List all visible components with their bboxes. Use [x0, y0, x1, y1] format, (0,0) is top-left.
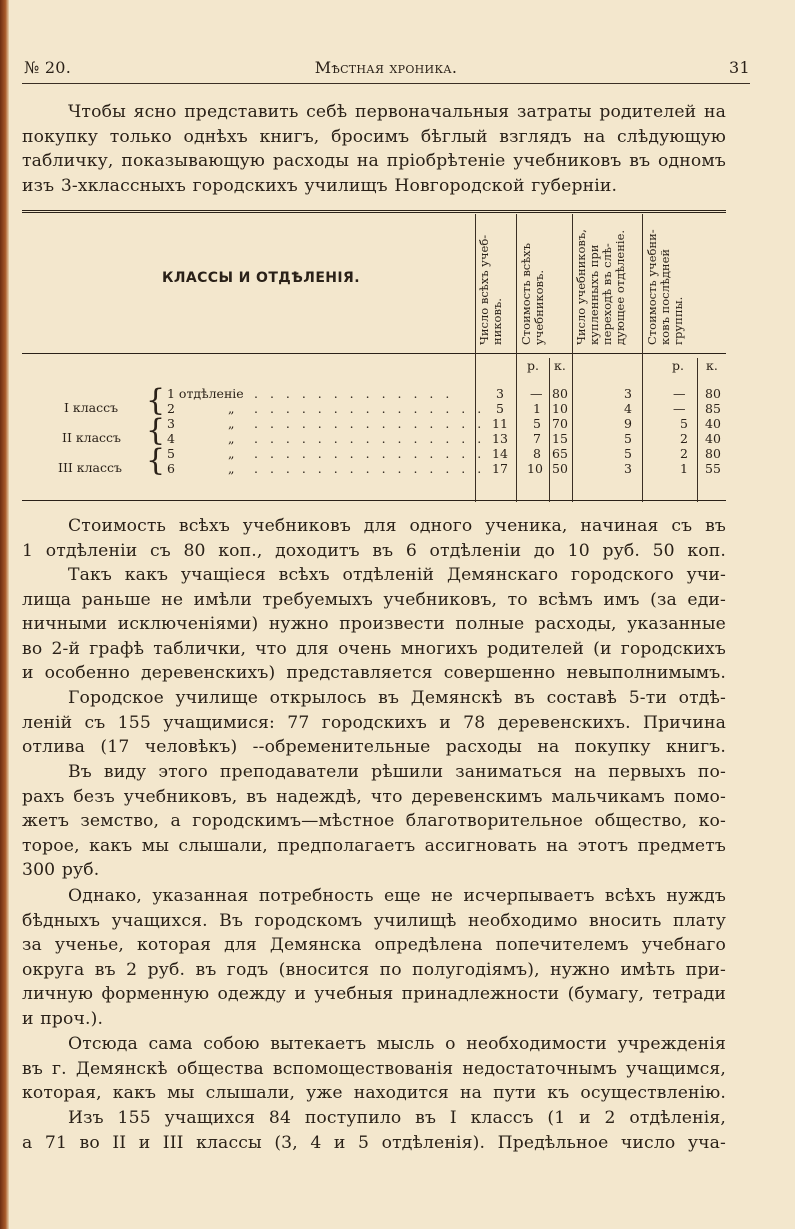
- text-line: Въ виду этого преподаватели рѣшили заниматься на первыхъ по-: [68, 762, 726, 782]
- last-rubles: —: [673, 386, 686, 401]
- cost-rubles: 5: [533, 416, 541, 431]
- last-kopecks: 55: [705, 461, 721, 476]
- paragraph: [22, 563, 726, 686]
- cost-rubles: 10: [527, 461, 543, 476]
- last-kopecks: 85: [705, 401, 721, 416]
- cost-rubles: 8: [533, 446, 541, 461]
- text-line: а 71 во II и III классы (3, 4 и 5 отдѣленія). Предѣльное число уча-: [22, 1132, 726, 1153]
- paragraph: [22, 884, 726, 1032]
- brace-icon: {: [146, 413, 166, 448]
- text-line: въ г. Демянскѣ общества вспомоществованія недостаточнымъ учащимся,: [22, 1058, 726, 1079]
- table-top-rule: [22, 210, 726, 211]
- text-line: и проч.).: [22, 1008, 104, 1029]
- table-column-rule: [572, 214, 573, 502]
- dept-label: 2: [167, 401, 175, 416]
- text-line: изъ 3-хклассныхъ городскихъ училищъ Новгородской губерніи.: [22, 175, 618, 196]
- issue-number: № 20.: [24, 58, 72, 77]
- dept-label: 5: [167, 446, 175, 461]
- cost-rubles: 1: [533, 401, 541, 416]
- text-line: Городское училище открылось въ Демянскѣ въ составѣ 5-ти отдѣ-: [68, 688, 726, 708]
- col-header-bought: Число учебниковъ, купленныхъ при переходѣ въ слѣ- дующее отдѣленіе.: [574, 229, 627, 345]
- cost-kopecks: 70: [552, 416, 568, 431]
- leader-dots: . . . . . . . . . . . . . . .: [254, 431, 486, 446]
- class-label: III классъ: [58, 460, 122, 475]
- total-count: 3: [496, 386, 504, 401]
- col-header-cost: Стоимость всѣхъ учебниковъ.: [519, 243, 546, 345]
- text-line: во 2-й графѣ таблички, что для очень многихъ родителей (и городскихъ: [22, 638, 726, 659]
- brace-icon: {: [146, 383, 166, 418]
- last-rubles: 2: [680, 431, 688, 446]
- table-top-rule-thin: [22, 212, 726, 213]
- section-title: Мѣстная хроника.: [314, 58, 458, 77]
- text-line: табличку, показывающую расходы на пріобрѣтеніе учебниковъ въ одномъ: [22, 151, 726, 172]
- leader-dots: . . . . . . . . . . . . . . .: [254, 416, 486, 431]
- table-column-rule: [516, 214, 517, 502]
- intro-paragraph: [22, 100, 726, 198]
- text-line: леній съ 155 учащимися: 77 городскихъ и 78 деревенскихъ. Причина: [22, 712, 726, 733]
- bought-count: 3: [624, 386, 632, 401]
- cost-kopecks: 65: [552, 446, 568, 461]
- brace-icon: {: [146, 443, 166, 478]
- leader-dots: . . . . . . . . . . . . .: [254, 386, 454, 401]
- ditto-mark: „: [228, 431, 235, 446]
- text-line: Стоимость всѣхъ учебниковъ для одного ученика, начиная съ въ: [68, 516, 726, 536]
- col-header-total: Число всѣхъ учеб- никовъ.: [477, 234, 504, 345]
- last-kopecks: 40: [705, 431, 721, 446]
- textbook-cost-table: [22, 210, 726, 502]
- last-rubles: 1: [680, 461, 688, 476]
- text-line: жетъ земство, а городскимъ—мѣстное благотворительное общество, ко-: [22, 811, 726, 832]
- paragraph: [22, 1032, 726, 1106]
- last-rubles: 2: [680, 446, 688, 461]
- class-label: I классъ: [64, 400, 119, 415]
- dept-label: 6: [167, 461, 175, 476]
- dept-label: 3: [167, 416, 175, 431]
- text-line: покупку только однѣхъ книгъ, бросимъ бѣглый взглядъ на слѣдующую: [22, 126, 726, 147]
- cost-kopecks: 10: [552, 401, 568, 416]
- text-line: лища раньше не имѣли требуемыхъ учебниковъ, то всѣмъ имъ (за еди-: [22, 589, 726, 610]
- page-number: 31: [729, 58, 750, 77]
- unit-rubles: р.: [672, 358, 684, 373]
- last-rubles: 5: [680, 416, 688, 431]
- paragraph: [22, 514, 726, 563]
- ditto-mark: „: [228, 416, 235, 431]
- last-kopecks: 80: [705, 386, 721, 401]
- text-line: отлива (17 человѣкъ) --обременительные расходы на покупку книгъ.: [22, 737, 726, 758]
- total-count: 17: [492, 461, 508, 476]
- total-count: 5: [496, 401, 504, 416]
- text-line: бѣдныхъ учащихся. Въ городскомъ училищѣ необходимо вносить плату: [22, 910, 726, 931]
- paragraph: [22, 1106, 726, 1155]
- class-label: II классъ: [62, 430, 122, 445]
- table-header-rule: [22, 353, 726, 354]
- book-page: [22, 0, 782, 1229]
- text-line: Такъ какъ учащіеся всѣхъ отдѣленій Демянскаго городского учи-: [68, 565, 726, 585]
- last-kopecks: 40: [705, 416, 721, 431]
- text-line: и особенно деревенскихъ) представляется совершенно невыполнимымъ.: [22, 663, 726, 684]
- last-rubles: —: [673, 401, 686, 416]
- col-header-last-cost: Стоимость учебни- ковъ послѣдней группы.: [645, 229, 685, 345]
- last-kopecks: 80: [705, 446, 721, 461]
- dept-label: 1 отдѣленіе: [167, 386, 244, 401]
- cost-rubles: —: [530, 386, 543, 401]
- text-line: которая, какъ мы слышали, уже находится на пути къ осуществленію.: [22, 1083, 726, 1104]
- bought-count: 3: [624, 461, 632, 476]
- bought-count: 9: [624, 416, 632, 431]
- text-line: 300 руб.: [22, 860, 100, 881]
- total-count: 14: [492, 446, 508, 461]
- cost-kopecks: 80: [552, 386, 568, 401]
- cost-kopecks: 15: [552, 431, 568, 446]
- table-column-rule: [642, 214, 643, 502]
- cost-rubles: 7: [533, 431, 541, 446]
- text-line: личную форменную одежду и учебныя принадлежности (бумагу, тетради: [22, 984, 726, 1005]
- page-binding-edge: [0, 0, 9, 1229]
- dept-label: 4: [167, 431, 175, 446]
- text-line: рахъ безъ учебниковъ, въ надеждѣ, что деревенскимъ мальчикамъ помо-: [22, 786, 726, 807]
- text-line: округа въ 2 руб. въ годъ (вносится по полугодіямъ), нужно имѣть при-: [22, 959, 726, 980]
- text-line: ничными исключеніями) нужно произвести полные расходы, указанные: [22, 614, 726, 635]
- paragraph: [22, 686, 726, 760]
- header-rule: [22, 83, 750, 84]
- total-count: 11: [492, 416, 508, 431]
- bought-count: 5: [624, 431, 632, 446]
- unit-kopecks: к.: [706, 358, 718, 373]
- unit-rubles: р.: [527, 358, 539, 373]
- bought-count: 4: [624, 401, 632, 416]
- ditto-mark: „: [228, 461, 235, 476]
- running-head: [22, 58, 750, 82]
- cost-kopecks: 50: [552, 461, 568, 476]
- classes-column-header: КЛАССЫ И ОТДѢЛЕНІЯ.: [162, 270, 360, 286]
- ditto-mark: „: [228, 446, 235, 461]
- leader-dots: . . . . . . . . . . . . . . .: [254, 401, 486, 416]
- text-line: 1 отдѣленіи съ 80 коп., доходитъ въ 6 отдѣленіи до 10 руб. 50 коп.: [22, 540, 726, 561]
- table-column-rule: [697, 358, 698, 502]
- text-line: торое, какъ мы слышали, предполагаетъ ассигновать на этотъ предметъ: [22, 835, 726, 856]
- ditto-mark: „: [228, 401, 235, 416]
- bought-count: 5: [624, 446, 632, 461]
- text-line: Изъ 155 учащихся 84 поступило въ I классъ (1 и 2 отдѣленія,: [68, 1108, 726, 1128]
- text-line: Чтобы ясно представить себѣ первоначальныя затраты родителей на: [68, 102, 726, 122]
- unit-kopecks: к.: [554, 358, 566, 373]
- table-column-rule: [549, 358, 550, 502]
- text-line: Отсюда сама собою вытекаетъ мысль о необходимости учрежденія: [68, 1034, 726, 1054]
- leader-dots: . . . . . . . . . . . . . . .: [254, 461, 486, 476]
- leader-dots: . . . . . . . . . . . . . . .: [254, 446, 486, 461]
- text-line: за ученье, которая для Демянска опредѣлена попечителемъ учебнаго: [22, 935, 726, 956]
- table-bottom-rule: [22, 500, 726, 501]
- total-count: 13: [492, 431, 508, 446]
- paragraph: [22, 760, 726, 883]
- text-line: Однако, указанная потребность еще не исчерпываетъ всѣхъ нуждъ: [68, 886, 726, 906]
